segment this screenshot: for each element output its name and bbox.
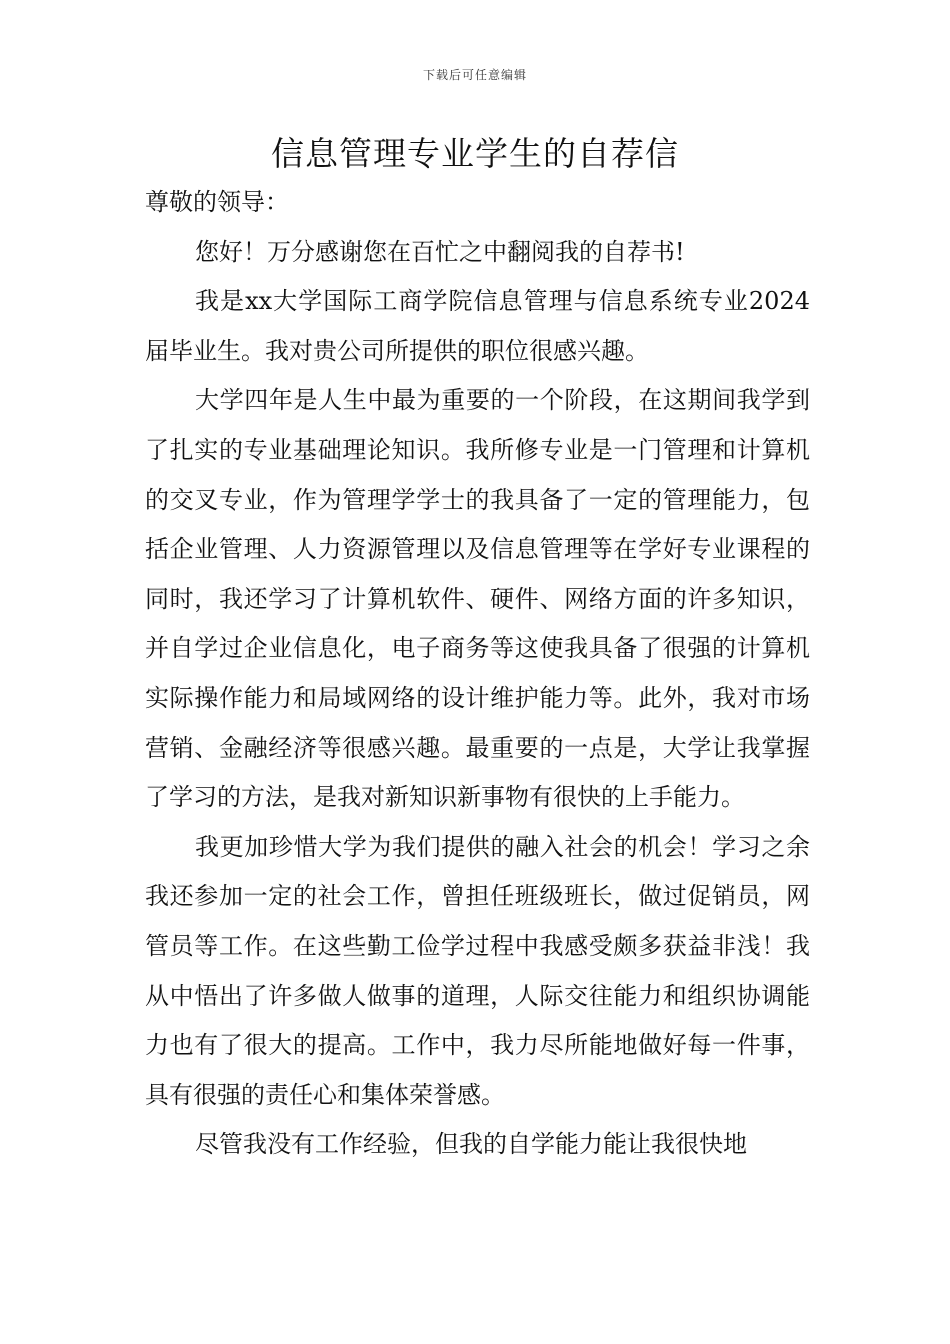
paragraph-introduction: 我是xx大学国际工商学院信息管理与信息系统专业2024届毕业生。我对贵公司所提供的职位很感兴趣。 (145, 287, 810, 365)
paragraph-greeting: 您好！万分感谢您在百忙之中翻阅我的自荐书! (195, 237, 685, 266)
salutation: 尊敬的领导： (145, 188, 289, 216)
page-title: 信息管理专业学生的自荐信 (271, 134, 679, 173)
header-note: 下载后可任意编辑 (422, 68, 527, 82)
paragraph-education: 大学四年是人生中最为重要的一个阶段，在这期间我学到了扎实的专业基础理论知识。我所修专业是一门管理和计算机的交叉专业，作为管理学学士的我具备了一定的管理能力，包括企业管理、人力资源管理以及信息管理等在学好专业课程的同时，我还学习了计算机软件、硬件、网络方面的许多知识，并自学过企业信息化，电子商务等这使我具备了很强的计算机实际操作能力和局域网络的设计维护能力等。此外，我对市场营销、金融经济等很感兴趣。最重要的一点是，大学让我掌握了学习的方法，是我对新知识新事物有很快的上手能力。 (145, 386, 810, 812)
letter-body (145, 178, 810, 1170)
paragraph-experience: 尽管我没有工作经验，但我的自学能力能让我很快地 (195, 1130, 747, 1159)
paragraph-social-work: 我更加珍惜大学为我们提供的融入社会的机会！学习之余我还参加一定的社会工作，曾担任班级班长，做过促销员，网管员等工作。在这些勤工俭学过程中我感受颇多获益非浅！我从中悟出了许多做人做事的道理，人际交往能力和组织协调能力也有了很大的提高。工作中，我力尽所能地做好每一件事，具有很强的责任心和集体荣誉感。 (145, 832, 810, 1109)
